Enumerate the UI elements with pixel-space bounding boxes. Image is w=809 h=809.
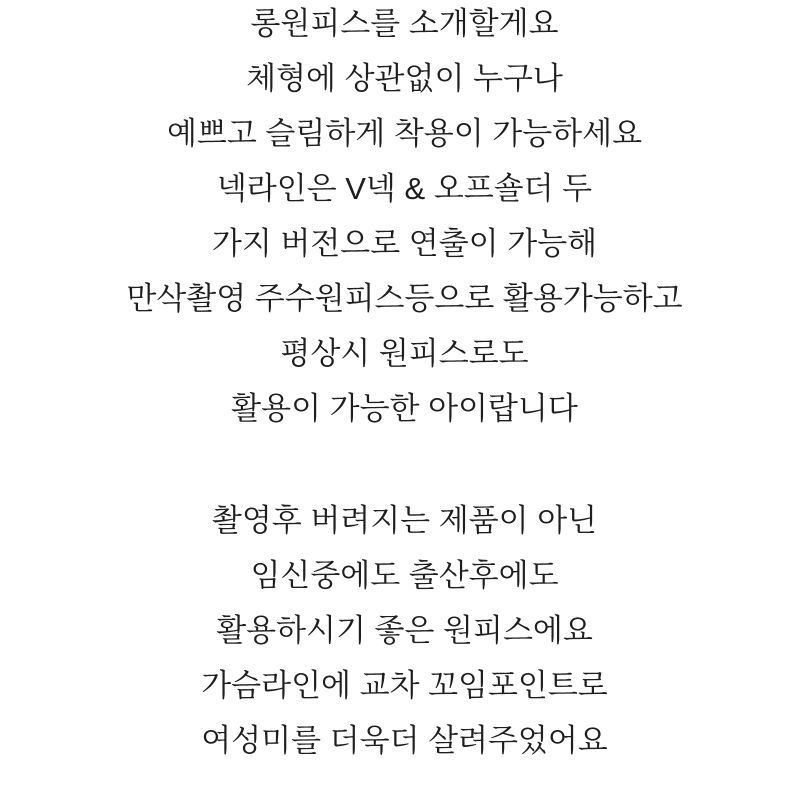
text-line: 체형에 상관없이 누구나	[246, 61, 563, 96]
text-line: 임신중에도 출산후에도	[250, 558, 559, 593]
text-line: 롱원피스를 소개할게요	[250, 6, 559, 41]
text-line: 여성미를 더욱더 살려주었어요	[201, 723, 608, 758]
text-line: 가지 버전으로 연출이 가능해	[211, 226, 598, 261]
text-line: 예쁘고 슬림하게 착용이 가능하세요	[166, 116, 643, 151]
text-line: 활용하시기 좋은 원피스에요	[216, 613, 593, 648]
text-line: 넥라인은 V넥 & 오프숄더 두	[216, 171, 593, 206]
text-line: 활용이 가능한 아이랍니다	[231, 391, 578, 426]
text-line: 만삭촬영 주수원피스등으로 활용가능하고	[126, 281, 683, 316]
text-line: 가슴라인에 교차 꼬임포인트로	[201, 668, 608, 703]
text-line: 평상시 원피스로도	[280, 336, 529, 371]
description-paragraph-2	[0, 493, 809, 768]
text-line: 촬영후 버려지는 제품이 아닌	[211, 503, 598, 538]
